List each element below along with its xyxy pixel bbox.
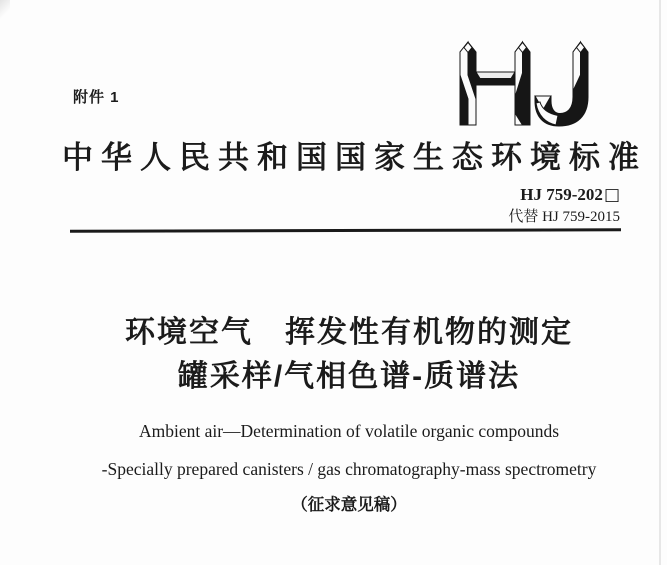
header-rule — [70, 228, 621, 232]
replaces-label: 代替 HJ 759-2015 — [508, 209, 620, 225]
title-cn-line2: 罐采样/气相色谱-质谱法 — [177, 360, 521, 393]
scan-artifact-corner — [0, 0, 10, 26]
draft-note: （征求意见稿） — [291, 496, 407, 514]
title-cn-line1: 环境空气 挥发性有机物的测定 — [125, 316, 573, 349]
standard-number-text: HJ 759-202 — [520, 185, 603, 204]
standard-number — [62, 184, 620, 206]
national-standard-heading: 中华人民共和国国家生态环境标准 — [62, 140, 647, 175]
title-en-line1: Ambient air—Determination of volatile organic compounds — [138, 421, 560, 441]
attachment-label: 附件 1 — [73, 89, 120, 106]
year-placeholder-box: □ — [603, 185, 620, 205]
hj-logo-icon — [455, 13, 595, 131]
scan-artifact-right-edge — [659, 0, 661, 565]
title-en-line2: -Specially prepared canisters / gas chromatography-mass spectrometry — [101, 459, 597, 479]
hj-logo — [455, 13, 595, 131]
